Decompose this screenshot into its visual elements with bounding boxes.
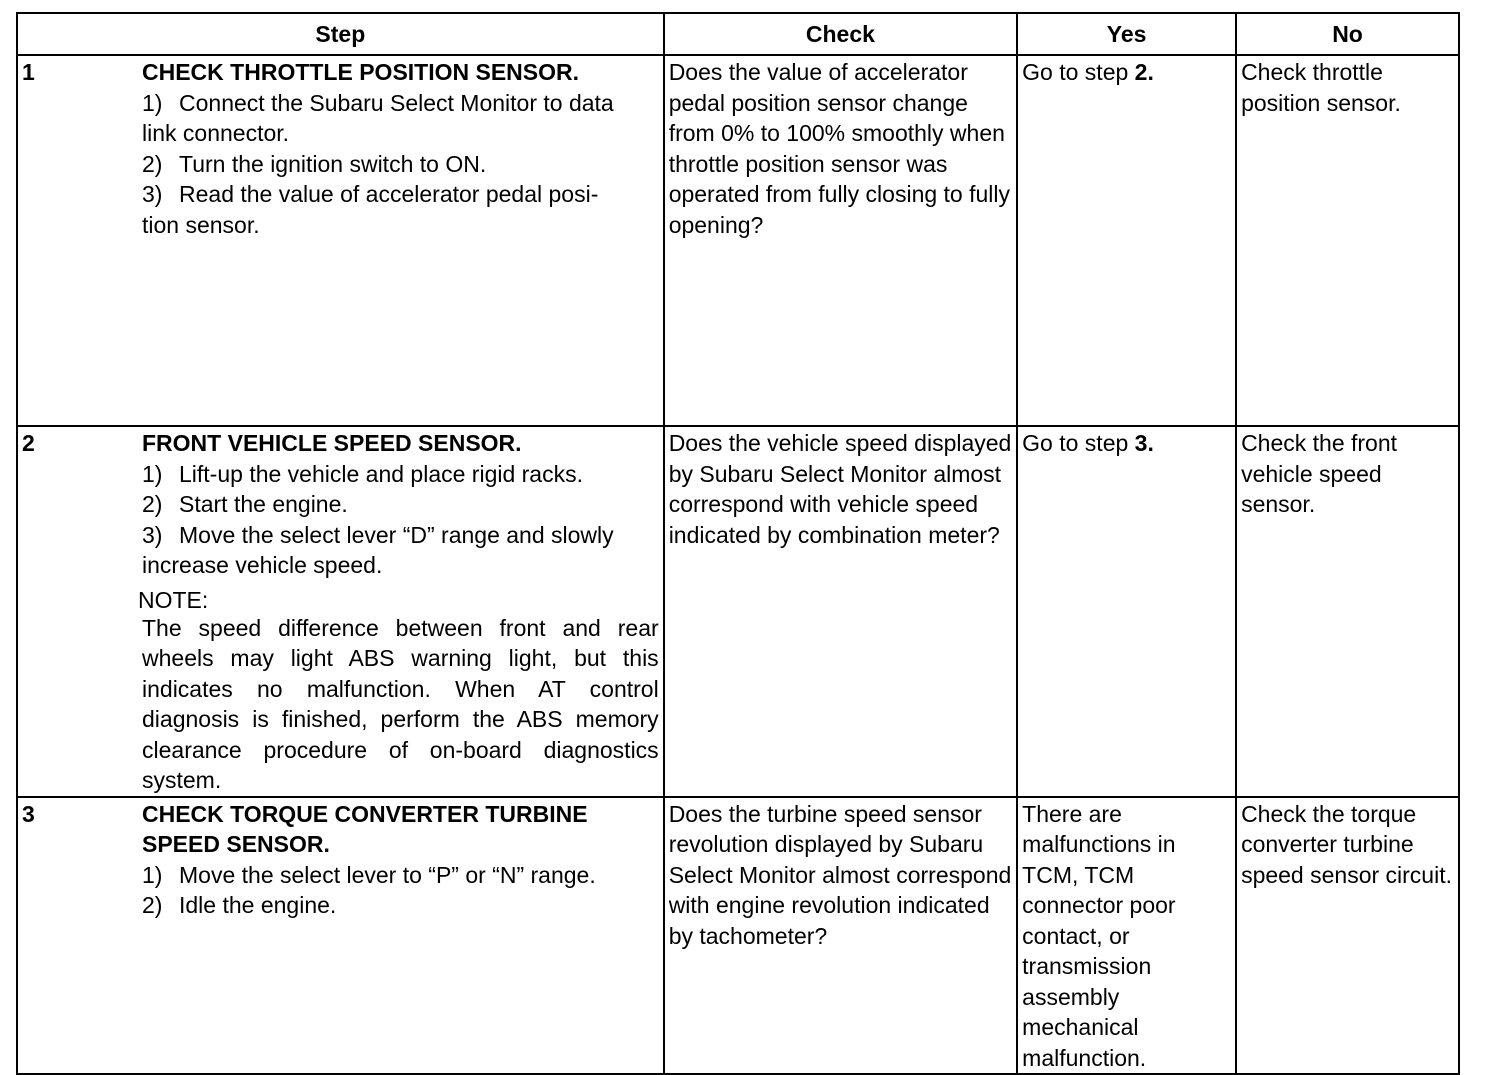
step-item-index: 1) [142, 89, 163, 116]
note-label: NOTE: [138, 586, 209, 613]
step-item [142, 149, 659, 180]
step-number: 2 [22, 430, 35, 456]
check-cell: Does the value of accelerator pedal position sensor change from 0% to 100% smoothly when throttle position sensor was operated from fully closing to fully opening? [664, 55, 1017, 426]
table-row [17, 55, 1459, 426]
step-body [142, 799, 659, 921]
step-item-text: Turn the ignition switch to ON. [179, 150, 487, 177]
step-item [142, 520, 659, 551]
table-row [17, 426, 1459, 797]
step-title-continued: SPEED SENSOR. [142, 831, 330, 857]
step-title: CHECK THROTTLE POSITION SENSOR. [142, 59, 580, 85]
header-row [17, 13, 1459, 55]
diagnostic-table [16, 12, 1460, 1075]
step-item-text: Connect the Subaru Select Monitor to data [179, 89, 614, 116]
step-item [142, 88, 659, 119]
step-body [142, 57, 659, 240]
step-item-text: Start the engine. [179, 491, 348, 517]
step-item-text: increase vehicle speed. [142, 552, 383, 578]
step-item-index: 2) [142, 150, 163, 177]
step-item-text: Read the value of accelerator pedal posi- [179, 181, 599, 207]
step-item-index: 2) [142, 491, 163, 517]
step-item-index: 1) [142, 460, 163, 487]
step-item-text: link connector. [142, 120, 290, 146]
yes-prefix: Go to step [1022, 430, 1135, 456]
yes-cell [1017, 426, 1236, 797]
header-check: Check [664, 13, 1017, 55]
step-title: CHECK TORQUE CONVERTER TURBINE [142, 800, 588, 827]
step-item-index: 1) [142, 861, 163, 888]
step-item [142, 118, 659, 149]
header-step: Step [17, 13, 664, 55]
step-item [142, 179, 659, 210]
step-item-index: 3) [142, 181, 163, 207]
step-item [142, 459, 659, 490]
yes-cell: There are malfunctions in TCM, TCM connector poor contact, or transmission assembly mechanical malfunction. [1017, 797, 1236, 1075]
step-item [142, 860, 659, 891]
yes-step-ref: 3. [1134, 430, 1154, 456]
step-item [142, 550, 659, 581]
step-cell [17, 426, 664, 797]
header-no: No [1236, 13, 1459, 55]
step-item-text: Idle the engine. [179, 892, 337, 918]
step-item-index: 2) [142, 892, 163, 918]
yes-cell [1017, 55, 1236, 426]
check-cell: Does the turbine speed sensor revolution displayed by Subaru Select Monitor almost correspond with engine revolution indicated by tachometer? [664, 797, 1017, 1075]
step-body [138, 428, 659, 796]
step-number: 1 [22, 59, 35, 85]
step-item-text: Lift-up the vehicle and place rigid racks. [179, 460, 583, 487]
step-cell [17, 797, 664, 1075]
step-item-text: Move the select lever “D” range and slowly [179, 521, 614, 548]
note-text: The speed difference between front and rear wheels may light ABS warning light, but this indicates no malfunction. When AT control diagnosis is finished, perform the ABS memory clearance procedure of on-board diagnostics system. [142, 614, 659, 793]
step-item [142, 210, 659, 241]
step-number: 3 [22, 800, 35, 827]
step-item [142, 890, 659, 921]
step-item-index: 3) [142, 521, 163, 548]
no-cell: Check the front vehicle speed sensor. [1236, 426, 1459, 797]
header-yes: Yes [1017, 13, 1236, 55]
step-item-text: Move the select lever to “P” or “N” range. [179, 861, 596, 888]
no-cell: Check throttle position sensor. [1236, 55, 1459, 426]
yes-prefix: Go to step [1022, 59, 1135, 85]
no-cell: Check the torque converter turbine speed sensor circuit. [1236, 797, 1459, 1075]
step-title: FRONT VEHICLE SPEED SENSOR. [142, 430, 522, 456]
table-row [17, 797, 1459, 1075]
step-cell [17, 55, 664, 426]
step-item-text: tion sensor. [142, 211, 260, 238]
yes-step-ref: 2. [1134, 59, 1154, 85]
step-item [142, 489, 659, 520]
check-cell: Does the vehicle speed displayed by Subaru Select Monitor almost correspond with vehicle speed indicated by combination meter? [664, 426, 1017, 797]
